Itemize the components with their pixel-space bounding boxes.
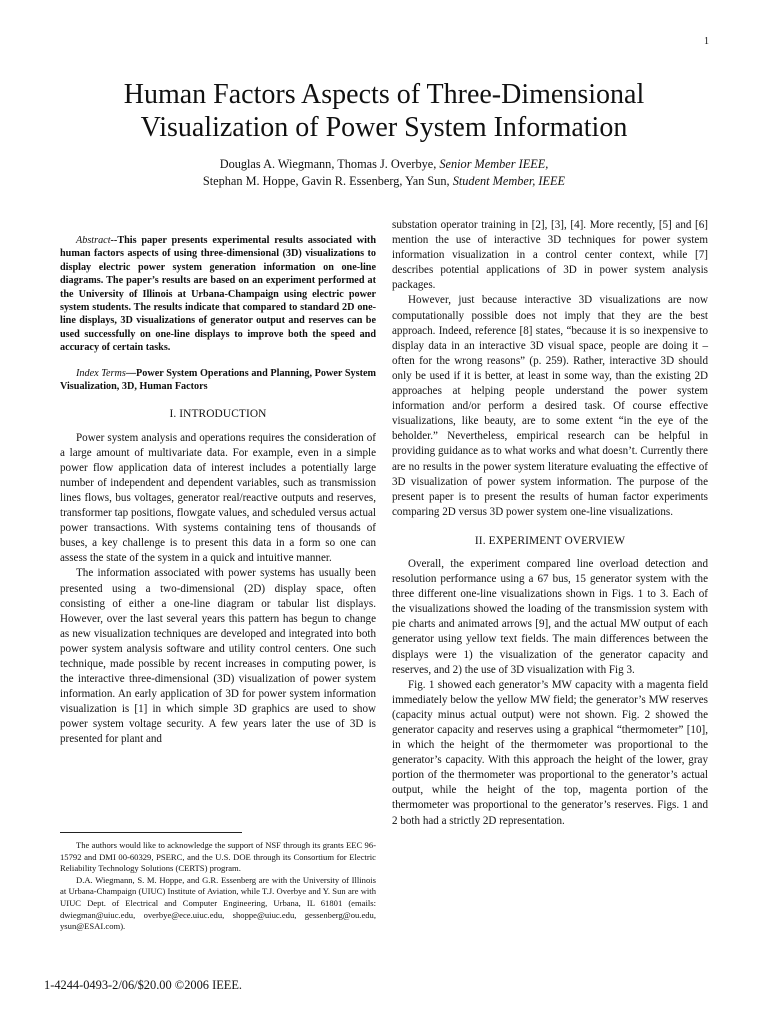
author-block xyxy=(0,156,768,190)
left-column xyxy=(60,234,376,748)
footnote-acknowledgment: The authors would like to acknowledge the support of NSF through its grants EEC 96-15792 and DMI 00-60329, PSERC, and the U.S. DOE through its Consortium for Electric Reliability Technology Solutions (CERTS) program. xyxy=(60,840,376,874)
footnote-divider xyxy=(60,832,242,833)
section-heading-experiment-overview: II. EXPERIMENT OVERVIEW xyxy=(474,534,626,547)
footnotes xyxy=(60,840,376,933)
copyright-notice: 1-4244-0493-2/06/$20.00 ©2006 IEEE. xyxy=(44,978,243,992)
title-line-1: Human Factors Aspects of Three-Dimensional xyxy=(123,79,645,110)
author-role-1: Senior Member IEEE, xyxy=(439,157,549,171)
abstract xyxy=(60,234,376,355)
author-line-2 xyxy=(0,173,768,190)
index-terms-text: —Power System Operations and Planning, Power System Visualization, 3D, Human Factors xyxy=(60,367,376,393)
intro-paragraph-3: However, just because interactive 3D visualizations are now computationally possible does not imply that they are the best approach. Indeed, reference [8] states, “because it is so inexpensive to display data in an interactive 3D visual space, people are doing it – often for the wrong reasons” (p. 259). Rather, interactive 3D should only be used if it is better, at least in some way, than the existing 2D approaches at helping people understand the power system information and/or perform a desired task. Of course effective visualizations, like beauty, are to some extent “in the eye of the beholder.” Nevertheless, empirical research can be helpful in providing guidance as to what works and what doesn’t. Currently there are no results in the power system literature evaluating the effective of 3D visualization of power system information. The purpose of the present paper is to present the results of human factor experiments comparing 2D versus 3D power system one-line visualizations. xyxy=(392,294,708,518)
experiment-paragraph-2: Fig. 1 showed each generator’s MW capacity with a magenta field immediately below the yellow MW field; the generator’s MW reserves (capacity minus actual output) were not shown. Fig. 2 showed the generator capacity and reserves using a graphical “thermometer” [10], in which the height of the thermometer was proportional to the generator’s capacity. With this approach the height of the lower, gray portion of the thermometer was proportional to the generator’s actual output, while the height of the top, magenta portion of the thermometer was proportional to the generator’s reserves. Figs. 1 and 2 both had a strictly 2D representation. xyxy=(392,678,708,827)
footnote-affiliations: D.A. Wiegmann, S. M. Hoppe, and G.R. Essenberg are with the University of Illinois at Urbana-Champaign (UIUC) Institute of Aviation, while T.J. Overbye and Y. Sun are with UIUC Dept. of Electrical and Computer Engineering, Urbana, IL 61801 (emails: dwiegman@uiuc.edu, overbye@ece.uiuc.edu, shoppe@uiuc.edu, gessenberg@ou.edu, ysun@ESAI.com). xyxy=(60,874,376,932)
author-line-1 xyxy=(0,156,768,173)
intro-paragraph-2: The information associated with power systems has usually been presented using a two-dimensional (2D) display space, often consisting of either a one-line diagram or tabular list displays. However, over the last several years this pattern has begun to change as new visualization techniques are developed and integrated into both power system analysis software and utility control centers. One such technique, made possible by recent increases in computing power, is the interactive three-dimensional (3D) visualization of power system information. An early application of 3D for power system information visualization is [1] in which simple 3D graphics are used to show power system voltage security. A few years later the use of 3D is presented for plant and xyxy=(60,567,376,746)
author-names-1: Douglas A. Wiegmann, Thomas J. Overbye, xyxy=(219,157,440,171)
right-column xyxy=(392,218,708,829)
author-names-2: Stephan M. Hoppe, Gavin R. Essenberg, Yan Sun, xyxy=(202,174,453,188)
intro-paragraph-1: Power system analysis and operations requires the consideration of a large amount of multivariate data. For example, even in a simple power flow application data of interest includes a potentially large number of independent and dependent variables, such as transmission lines flows, bus voltages, generator real/reactive outputs and reserves, transformer tap positions, flowgate values, and scheduled versus actual power transactions. With systems containing tens of thousands of buses, a key challenge is to present this data in a form so one can assess the state of the system in a quick and intuitive manner. xyxy=(60,431,376,565)
section-heading-introduction: I. INTRODUCTION xyxy=(169,408,267,421)
experiment-paragraph-1: Overall, the experiment compared line overload detection and resolution performance using a 67 bus, 15 generator system with the three different one-line visualizations shown in Figs. 1 to 3. Each of the visualizations showed the loading of the transmission system with pie charts and animated arrows [9], and the actual MW output of each generator using yellow text fields. The main differences between the displays were 1) the visualization of the generator capacity and reserves, and 2) the use of 3D visualization with Fig 3. xyxy=(392,557,708,676)
paper-title xyxy=(0,78,768,144)
page-number: 1 xyxy=(704,36,709,47)
index-terms xyxy=(60,367,376,394)
index-terms-lead: Index Terms xyxy=(76,367,126,379)
abstract-lead: Abstract xyxy=(76,235,111,246)
abstract-text: --This paper presents experimental results associated with human factors aspects of using three-dimensional (3D) visualizations to display electric power system generation information on one-line diagrams. The paper’s results are based on an experiment performed at the University of Illinois at Urbana-Champaign using electric power system students. The results indicate that compared to standard 2D one-line displays, 3D visualizations of generator output and reserves can be used successfully on one-line displays to improve both the speed and accuracy of certain tasks. xyxy=(60,235,376,354)
author-role-2: Student Member, IEEE xyxy=(452,174,566,188)
intro-paragraph-2-continued: substation operator training in [2], [3], [4]. More recently, [5] and [6] mention the use of interactive 3D techniques for power system information visualization in a control center context, while [7] describes potential applications of 3D in power system analysis packages. xyxy=(392,219,708,292)
title-line-2: Visualization of Power System Information xyxy=(140,112,628,143)
